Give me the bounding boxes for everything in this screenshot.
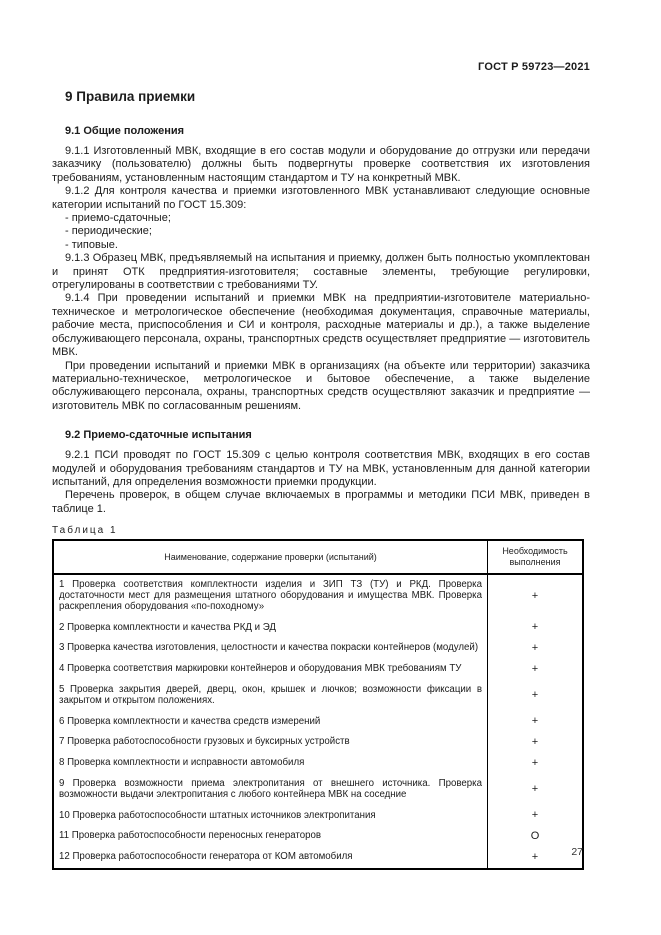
check-mark: + [531, 851, 539, 863]
check-mark: О [530, 830, 540, 843]
check-mark: + [531, 757, 539, 770]
check-name: 3 Проверка качества изготовления, целостности и качества покраски контейнеров (модулей) [54, 638, 488, 659]
list-item: - приемо-сдаточные; [65, 212, 171, 225]
page-number: 27 [571, 846, 583, 858]
table-row [54, 847, 582, 868]
table-row [54, 712, 582, 733]
check-name: 7 Проверка работоспособности грузовых и буксирных устройств [54, 732, 488, 753]
table-row [54, 618, 582, 639]
check-name: 11 Проверка работоспособности переносных генераторов [54, 826, 488, 847]
paragraph-9-2-1: 9.2.1 ПСИ проводят по ГОСТ 15.309 с целью контроля соответствия МВК, входящих в его состав модулей и оборудования требованиям стандартов и ТУ на МВК, установленным для данной категории испытаний, для определения возможности приемки продукции. [52, 449, 590, 488]
table-header-necessity: Необходимость выполнения [502, 546, 568, 568]
check-name: 2 Проверка комплектности и качества РКД и ЭД [54, 618, 488, 639]
table-row [54, 826, 582, 847]
check-mark: + [531, 642, 539, 655]
table-row [54, 659, 582, 680]
checks-table [52, 539, 584, 870]
check-mark: + [531, 736, 539, 749]
paragraph-9-1-2: 9.1.2 Для контроля качества и приемки изготовленного МВК устанавливают следующие основные категории испытаний по ГОСТ 15.309: [52, 185, 590, 211]
subsection-title-9-2: 9.2 Приемо-сдаточные испытания [65, 429, 252, 442]
table-header-name: Наименование, содержание проверки (испытаний) [54, 541, 488, 573]
table-row [54, 638, 582, 659]
table-row [54, 774, 582, 806]
table-row [54, 806, 582, 827]
check-name: 6 Проверка комплектности и качества средств измерений [54, 712, 488, 733]
paragraph-9-1-1: 9.1.1 Изготовленный МВК, входящие в его состав модули и оборудование до отгрузки или передачи заказчику (пользователю) должны быть подвергнуты проверке соответствия их изготовления требованиям, установленным настоящим стандартом и ТУ на конкретный МВК. [52, 145, 590, 184]
table-row [54, 575, 582, 617]
list-item: - периодические; [65, 225, 152, 238]
paragraph-9-1-4: 9.1.4 При проведении испытаний и приемки МВК на предприятии-изготовителе материально-техническое и метрологическое обеспечение (необходимая документация, справочные материалы, рабочие места, приспособления и СИ и контроля, расходные материалы и др.), а также выделение обслуживающего персонала, охраны, транспортных средств осуществляет предприятие — изготовитель МВК. [52, 292, 590, 359]
section-title: 9 Правила приемки [65, 89, 196, 104]
paragraph-table-intro: Перечень проверок, в общем случае включаемых в программы и методики ПСИ МВК, приведен в таблице 1. [52, 489, 590, 515]
check-mark: + [531, 689, 539, 702]
paragraph-9-1-4-cont: При проведении испытаний и приемки МВК в организациях (на объекте или территории) заказчика материально-техническое, метрологическое и бытовое обеспечение, а также выделение обслуживающего персонала, охраны, транспортных средств осуществляют заказчик и предприятие — изготовитель МВК по согласованным решениям. [52, 359, 590, 412]
running-header: ГОСТ Р 59723—2021 [478, 61, 590, 73]
check-name: 10 Проверка работоспособности штатных источников электропитания [54, 806, 488, 827]
check-name: 8 Проверка комплектности и исправности автомобиля [54, 753, 488, 774]
check-name: 12 Проверка работоспособности генератора от КОМ автомобиля [54, 847, 488, 868]
check-name: 9 Проверка возможности приема электропитания от внешнего источника. Проверка возможности выдачи электропитания с любого контейнера МВК на соседние [54, 774, 488, 806]
table-label: Таблица 1 [52, 525, 118, 537]
paragraph-9-1-3: 9.1.3 Образец МВК, предъявляемый на испытания и приемку, должен быть полностью укомплектован и принят ОТК предприятия-изготовителя; составные элементы, требующие регулировки, отрегулированы в соответствии с требованиями ТУ. [52, 252, 590, 292]
check-name: 4 Проверка соответствия маркировки контейнеров и оборудования МВК требованиям ТУ [54, 659, 488, 680]
check-mark: + [531, 621, 539, 634]
check-mark: + [531, 589, 539, 602]
check-mark: + [531, 715, 539, 728]
list-item: - типовые. [65, 238, 118, 251]
check-mark: + [531, 783, 539, 796]
page-content [52, 89, 590, 870]
table-row [54, 680, 582, 712]
table-header-row [54, 541, 582, 575]
check-mark: + [531, 809, 539, 822]
check-name: 5 Проверка закрытия дверей, дверц, окон, крышек и лючков; возможности фиксации в закрытом и открытом положениях. [54, 680, 488, 712]
check-mark: + [531, 663, 539, 676]
table-row [54, 732, 582, 753]
check-name: 1 Проверка соответствия комплектности изделия и ЗИП ТЗ (ТУ) и РКД. Проверка достаточности мест для размещения штатного оборудования и имущества МВК. Проверка раскрепления оборудования «по-походному» [54, 575, 488, 617]
table-row [54, 753, 582, 774]
subsection-title-9-1: 9.1 Общие положения [65, 125, 185, 137]
